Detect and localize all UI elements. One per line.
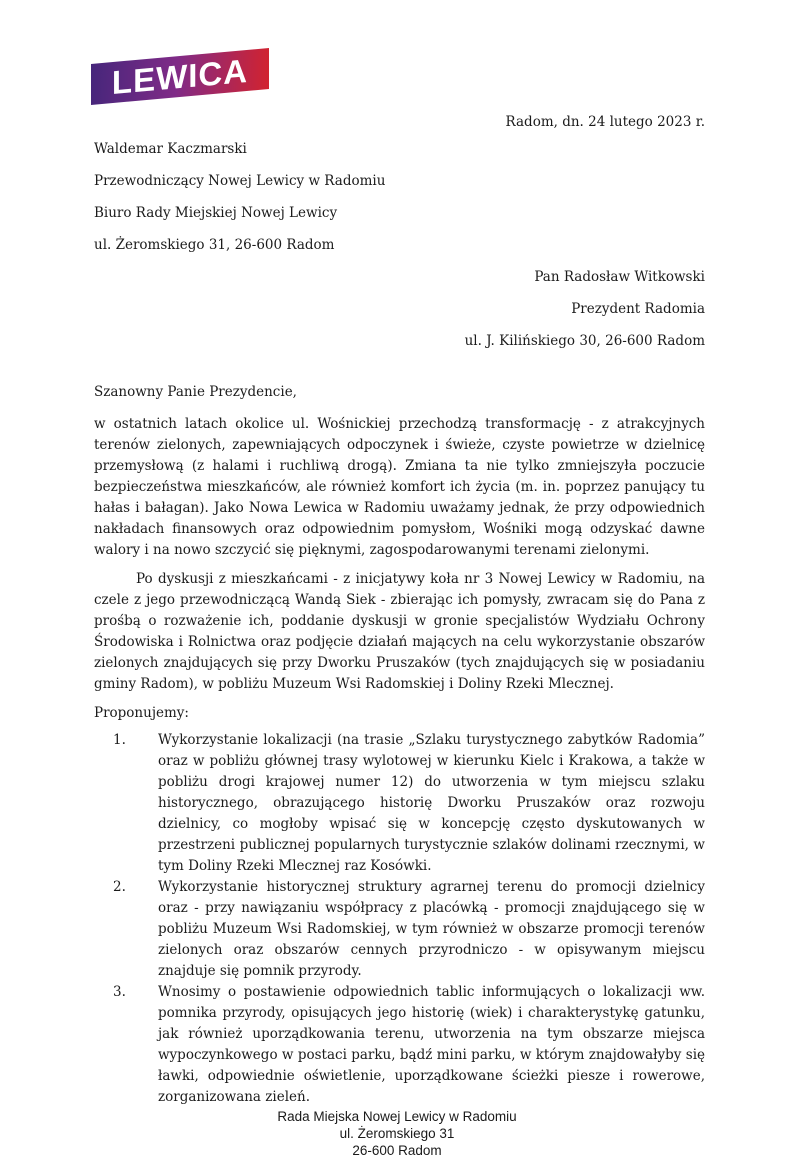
- footer-street: ul. Żeromskiego 31: [339, 1126, 455, 1141]
- proposals-list: [94, 730, 705, 1108]
- sender-title: Przewodniczący Nowej Lewicy w Radomiu: [94, 173, 386, 189]
- recipient-address: ul. J. Kilińskiego 30, 26-600 Radom: [464, 333, 705, 349]
- footer-city: 26-600 Radom: [352, 1143, 442, 1158]
- lewica-logo-text: LEWICA: [111, 51, 249, 102]
- list-item: [94, 877, 705, 982]
- date-line: Radom, dn. 24 lutego 2023 r.: [505, 114, 705, 130]
- recipient-block: [94, 267, 705, 352]
- footer-org: Rada Miejska Nowej Lewicy w Radomiu: [277, 1109, 517, 1124]
- proposals-intro: Proponujemy:: [94, 705, 189, 721]
- recipient-title: Prezydent Radomia: [571, 301, 705, 317]
- list-item-number: 1.: [113, 732, 126, 748]
- list-item-text: Wykorzystanie historycznej struktury agrarnej terenu do promocji dzielnicy oraz - przy nawiązaniu współpracy z placówką - promocji znajdującego się w pobliżu Muzeum Wsi Radomskiej, w tym również w obszarze promocji terenów zielonych oraz obszarów cennych przyrodniczo - w opisywanym miejscu znajduje się pomnik przyrody.: [158, 879, 705, 979]
- body-paragraph-1: w ostatnich latach okolice ul. Wośnickiej przechodzą transformację - z atrakcyjnych terenów zielonych, zapewniających odpoczynek i świeże, czyste powietrze w dzielnicę przemysłową (z halami i ruchliwą drogą). Zmiana ta nie tylko zmniejszyła poczucie bezpieczeństwa mieszkańców, ale również komfort ich życia (m. in. poprzez panujący tu hałas i bałagan). Jako Nowa Lewica w Radomiu uważamy jednak, że przy odpowiednich nakładach finansowych oraz odpowiednim pomysłom, Wośniki mogą odzyskać dawne walory i na nowo szczycić się pięknymi, zagospodarowanymi terenami zielonymi.: [94, 416, 705, 558]
- list-item-number: 3.: [113, 984, 126, 1000]
- sender-block: [94, 139, 705, 256]
- list-item: [94, 730, 705, 877]
- list-item-number: 2.: [113, 879, 126, 895]
- sender-office: Biuro Rady Miejskiej Nowej Lewicy: [94, 205, 338, 221]
- salutation: Szanowny Panie Prezydencie,: [94, 384, 297, 400]
- footer-block: [0, 1108, 794, 1159]
- list-item-text: Wnosimy o postawienie odpowiednich tablic informujących o lokalizacji ww. pomnika przyrody, opisujących jego historię (wiek) i charakterystykę gatunku, jak również uporządkowania terenu, utworzenia na tym obszarze miejsca wypoczynkowego w postaci parku, bądź mini parku, w którym znajdowałyby się ławki, odpowiednie oświetlenie, uporządkowane ścieżki piesze i rowerowe, zorganizowana zieleń.: [158, 984, 705, 1105]
- recipient-name: Pan Radosław Witkowski: [534, 269, 705, 285]
- sender-name: Waldemar Kaczmarski: [94, 141, 247, 157]
- sender-address: ul. Żeromskiego 31, 26-600 Radom: [94, 237, 335, 253]
- list-item-text: Wykorzystanie lokalizacji (na trasie „Szlaku turystycznego zabytków Radomia” oraz w pobliżu głównej trasy wylotowej w kierunku Kielc i Krakowa, a także w pobliżu drogi krajowej numer 12) do utworzenia w tym miejscu szlaku historycznego, obrazującego historię Dworku Pruszaków oraz rozwoju dzielnicy, co mogłoby wpisać się w koncepcję często dyskutowanych w przestrzeni publicznej popularnych turystycznie szlaków dolinami rzecznymi, w tym Doliny Rzeki Mlecznej raz Kosówki.: [158, 732, 705, 874]
- list-item: [94, 982, 705, 1108]
- body-paragraph-2: Po dyskusji z mieszkańcami - z inicjatywy koła nr 3 Nowej Lewicy w Radomiu, na czele z jego przewodniczącą Wandą Siek - zbierając ich pomysły, zwracam się do Pana z prośbą o rozważenie ich, poddanie dyskusji w gronie specjalistów Wydziału Ochrony Środowiska i Rolnictwa oraz podjęcie działań mających na celu wykorzystanie obszarów zielonych znajdujących się przy Dworku Pruszaków (tych znajdujących się w posiadaniu gminy Radom), w pobliżu Muzeum Wsi Radomskiej i Doliny Rzeki Mlecznej.: [94, 571, 705, 692]
